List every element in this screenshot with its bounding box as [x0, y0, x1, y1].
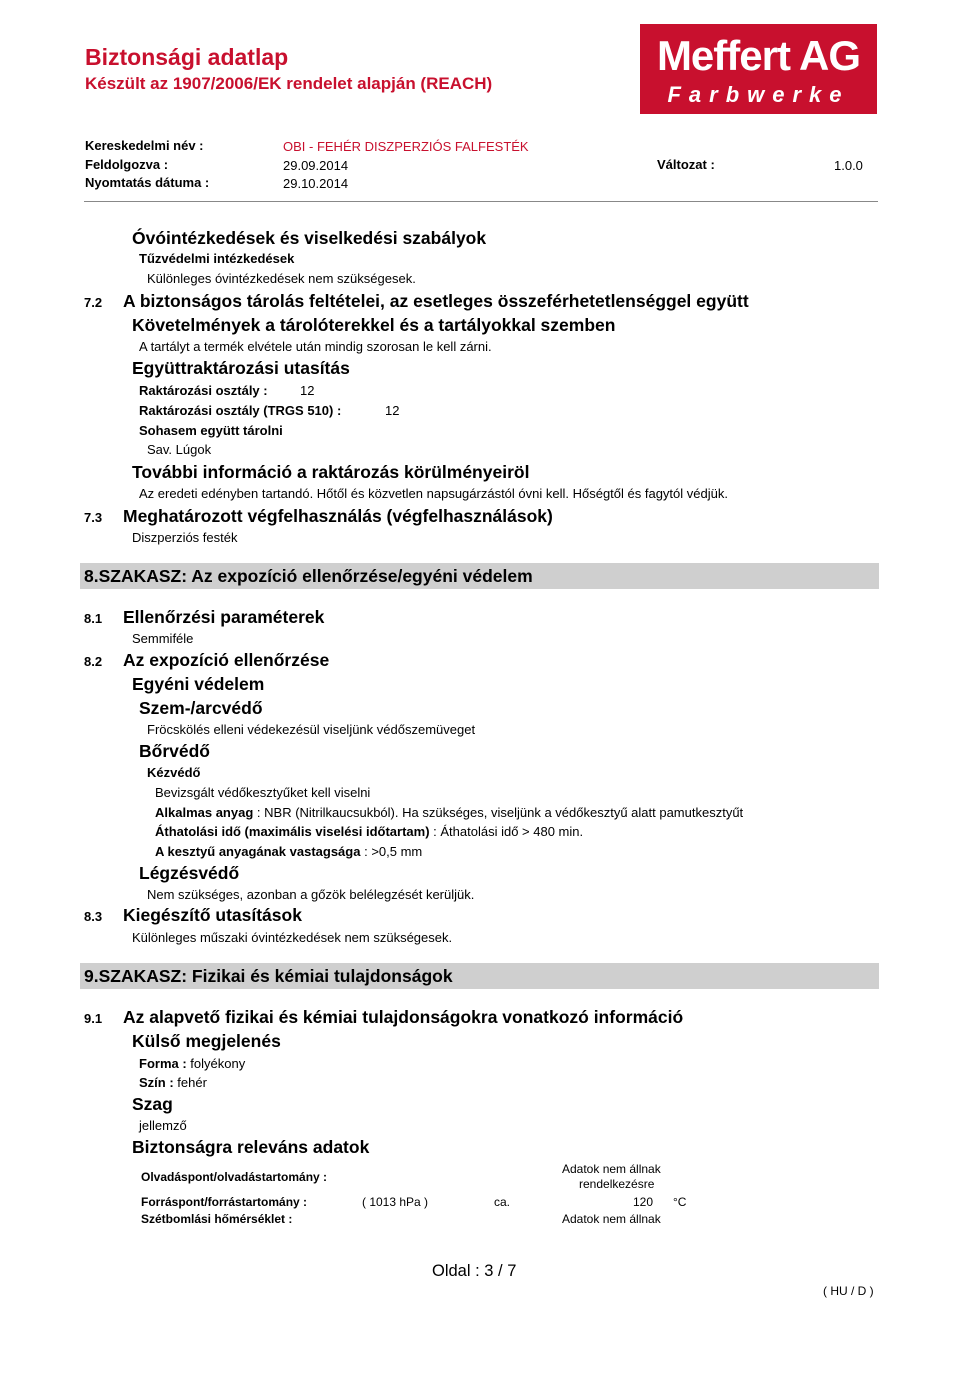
breakthrough-value: : Áthatolási idő > 480 min. [433, 824, 584, 839]
glove-thickness-row [155, 844, 422, 859]
boiling-point-unit: °C [673, 1195, 687, 1209]
color-value: fehér [177, 1075, 207, 1090]
color-row [139, 1075, 207, 1090]
version-value: 1.0.0 [834, 158, 863, 173]
eye-protection-text: Fröcskölés elleni védekezésül viseljünk védőszemüveget [147, 722, 476, 737]
containers-title: Követelmények a tárolóterekkel és a tartályokkal szemben [132, 315, 616, 335]
precautions-title: Óvóintézkedések és viselkedési szabályok [132, 228, 487, 248]
color-label: Szín : [139, 1075, 174, 1090]
section-8-1-title: Ellenőrzési paraméterek [123, 607, 325, 627]
hand-protection-title: Kézvédő [147, 765, 201, 780]
melting-point-label: Olvadáspont/olvadástartomány : [141, 1170, 328, 1184]
boiling-point-value: 120 [633, 1195, 654, 1209]
further-info-title: További információ a raktározás körülményeiröl [132, 462, 530, 482]
document-title: Biztonsági adatlap [85, 44, 289, 70]
section-7-2-title: A biztonságos tárolás feltételei, az esetleges összeférhetetlenséggel együtt [123, 291, 749, 311]
boiling-point-pressure: ( 1013 hPa ) [362, 1195, 429, 1209]
decomposition-temp-value: Adatok nem állnak [562, 1212, 661, 1226]
melting-point-value-line2: rendelkezésre [579, 1177, 655, 1191]
form-value: folyékony [190, 1056, 246, 1071]
further-info-text: Az eredeti edényben tartandó. Hőtől és közvetlen napsugárzástól óvni kell. Hőségtől és fagytól védjük. [139, 486, 728, 501]
boiling-point-label: Forráspont/forrástartomány : [141, 1195, 308, 1209]
storage-class-label: Raktározási osztály : [139, 383, 268, 398]
storage-class-value: 12 [300, 383, 315, 398]
melting-point-value-line1: Adatok nem állnak [562, 1162, 661, 1176]
section-number-8-2: 8.2 [84, 654, 103, 669]
eye-protection-title: Szem-/arcvédő [139, 698, 263, 718]
print-date-value: 29.10.2014 [283, 176, 349, 191]
odor-title: Szag [132, 1094, 173, 1114]
decomposition-temp-label: Szétbomlási hőmérséklet : [141, 1212, 293, 1226]
version-label: Változat : [657, 157, 715, 172]
glove-material-value: : NBR (Nitrilkaucsukból). Ha szükséges, viseljünk a védőkesztyű alatt pamutkesztyűt [256, 805, 744, 820]
hand-protection-text: Bevizsgált védőkesztyűket kell viselni [155, 785, 371, 800]
form-label: Forma : [139, 1056, 187, 1071]
print-date-label: Nyomtatás dátuma : [85, 175, 210, 190]
logo-text-line1: Meffert AG [656, 32, 861, 79]
breakthrough-label: Áthatolási idő (maximális viselési időtartam) [155, 824, 430, 839]
trade-name-value: OBI - FEHÉR DISZPERZIÓS FALFESTÉK [283, 139, 529, 154]
language-code: ( HU / D ) [823, 1284, 874, 1298]
appearance-title: Külső megjelenés [132, 1031, 281, 1051]
trade-name-label: Kereskedelmi név : [85, 138, 204, 153]
glove-thickness-value: : >0,5 mm [364, 844, 423, 859]
safety-data-title: Biztonságra releváns adatok [132, 1137, 370, 1157]
section-number-8-1: 8.1 [84, 611, 103, 626]
form-row [139, 1056, 245, 1071]
section-9-heading: 9.SZAKASZ: Fizikai és kémiai tulajdonságok [84, 966, 453, 986]
section-8-band [80, 563, 879, 589]
document-subtitle: Készült az 1907/2006/EK rendelet alapján (REACH) [85, 74, 493, 93]
section-7-3-title: Meghatározott végfelhasználás (végfelhasználások) [123, 506, 553, 526]
storage-class-trgs-value: 12 [385, 403, 400, 418]
section-number-7-3: 7.3 [84, 510, 103, 525]
company-logo [640, 24, 877, 114]
glove-material-label: Alkalmas anyag [155, 805, 254, 820]
breakthrough-row [155, 824, 583, 839]
skin-protection-title: Bőrvédő [139, 741, 210, 761]
storage-class-trgs-label: Raktározási osztály (TRGS 510) : [139, 403, 342, 418]
section-8-3-title: Kiegészítő utasítások [123, 905, 302, 925]
never-together-label: Sohasem együtt tárolni [139, 423, 283, 438]
section-9-1-title: Az alapvető fizikai és kémiai tulajdonságokra vonatkozó információ [123, 1007, 684, 1027]
section-8-2-title: Az expozíció ellenőrzése [123, 650, 330, 670]
processed-label: Feldolgozva : [85, 157, 169, 172]
section-8-3-text: Különleges műszaki óvintézkedések nem szükségesek. [132, 930, 453, 945]
page-number: Oldal : 3 / 7 [432, 1262, 517, 1280]
fire-protection-title: Tűzvédelmi intézkedések [139, 251, 295, 266]
section-9-band [80, 963, 879, 989]
personal-protection-title: Egyéni védelem [132, 674, 265, 694]
glove-material-row [155, 805, 743, 820]
containers-text: A tartályt a termék elvétele után mindig szorosan le kell zárni. [139, 339, 492, 354]
section-number-8-3: 8.3 [84, 909, 103, 924]
odor-value: jellemző [139, 1118, 187, 1133]
joint-storage-title: Együttraktározási utasítás [132, 358, 350, 378]
logo-text-line2: Farbwerke [667, 82, 850, 107]
header-divider [84, 201, 878, 202]
section-number-9-1: 9.1 [84, 1011, 103, 1026]
processed-value: 29.09.2014 [283, 158, 349, 173]
respiratory-protection-title: Légzésvédő [139, 863, 240, 883]
boiling-point-approx: ca. [494, 1195, 511, 1209]
glove-thickness-label: A kesztyű anyagának vastagsága [155, 844, 361, 859]
section-8-heading: 8.SZAKASZ: Az expozíció ellenőrzése/egyéni védelem [84, 566, 533, 586]
section-number-7-2: 7.2 [84, 295, 103, 310]
section-8-1-text: Semmiféle [132, 631, 194, 646]
section-7-3-text: Diszperziós festék [132, 530, 238, 545]
respiratory-protection-text: Nem szükséges, azonban a gőzök belélegzését kerüljük. [147, 887, 475, 902]
never-together-value: Sav. Lúgok [147, 442, 212, 457]
fire-protection-text: Különleges óvintézkedések nem szükségesek. [147, 271, 416, 286]
